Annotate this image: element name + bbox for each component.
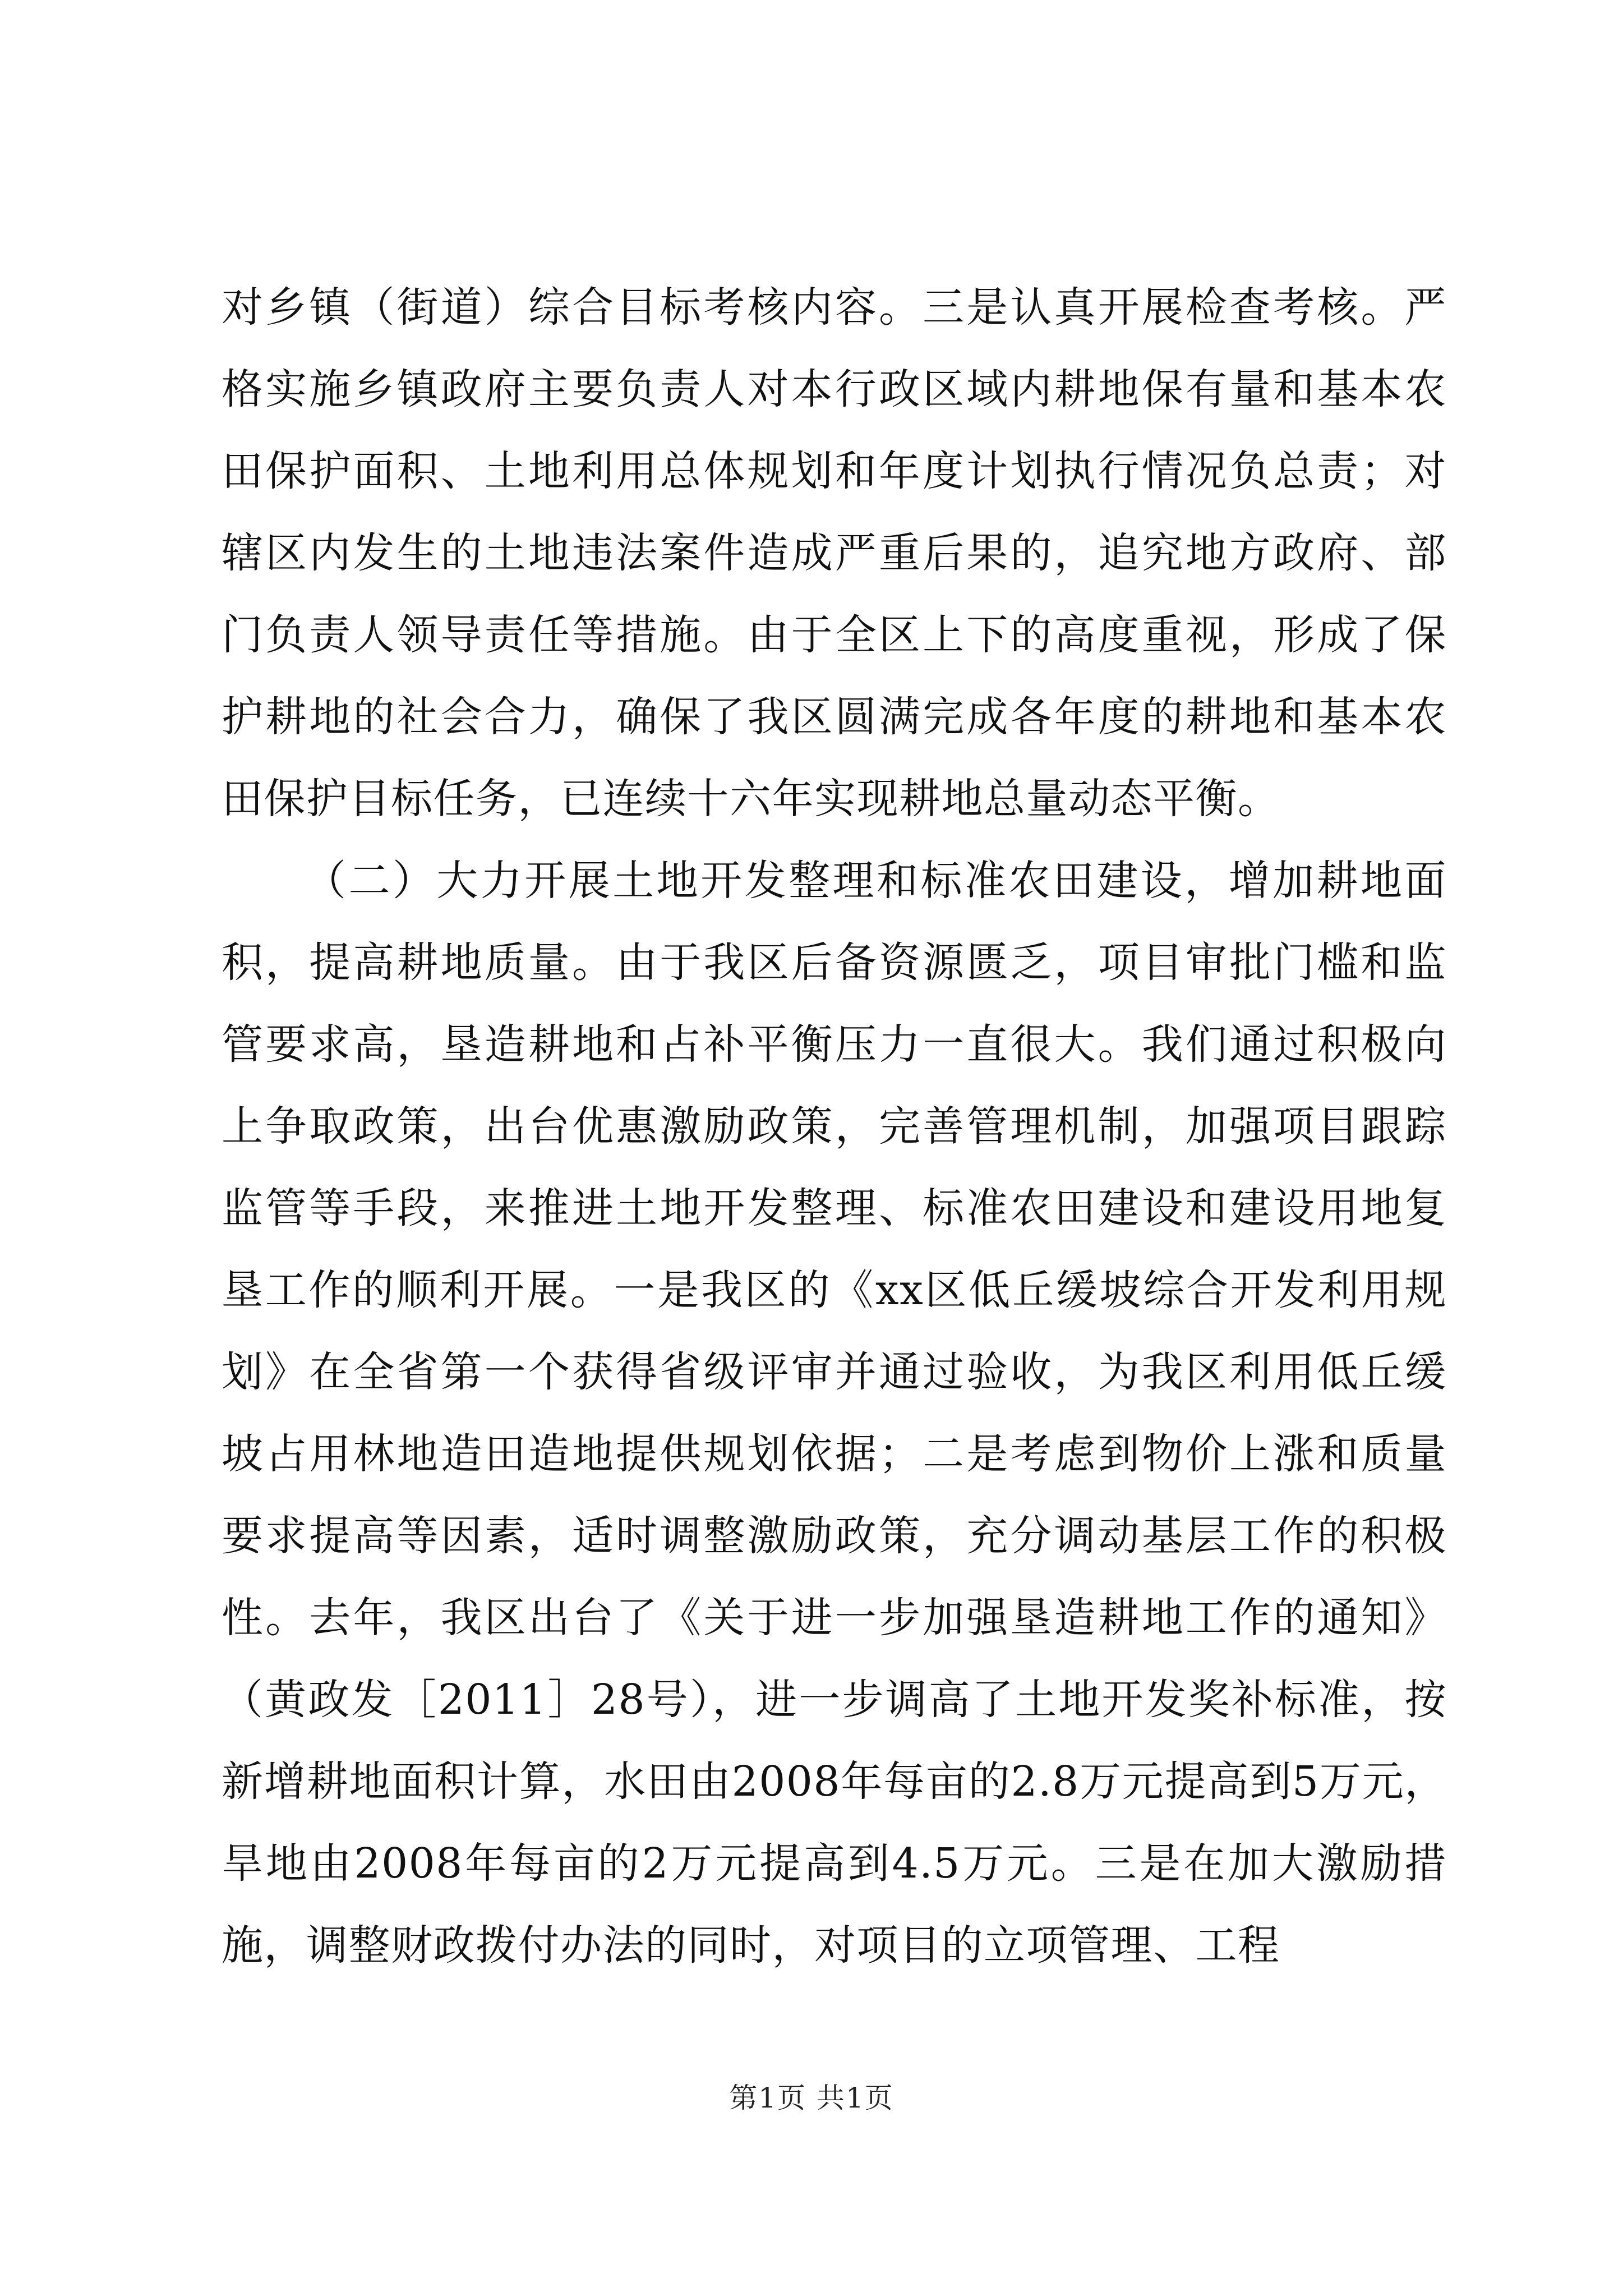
document-body <box>222 266 1447 1986</box>
paragraph-2: （二）大力开展土地开发整理和标准农田建设，增加耕地面积，提高耕地质量。由于我区后备资源匮乏，项目审批门槛和监管要求高，垦造耕地和占补平衡压力一直很大。我们通过积极向上争取政策，出台优惠激励政策，完善管理机制，加强项目跟踪监管等手段，来推进土地开发整理、标准农田建设和建设用地复垦工作的顺利开展。一是我区的《xx区低丘缓坡综合开发利用规划》在全省第一个获得省级评审并通过验收，为我区利用低丘缓坡占用林地造田造地提供规划依据；二是考虑到物价上涨和质量要求提高等因素，适时调整激励政策，充分调动基层工作的积极性。去年，我区出台了《关于进一步加强垦造耕地工作的通知》（黄政发［2011］28号），进一步调高了土地开发奖补标准，按新增耕地面积计算，水田由2008年每亩的2.8万元提高到5万元，旱地由2008年每亩的2万元提高到4.5万元。三是在加大激励措施，调整财政拨付办法的同时，对项目的立项管理、工程 <box>222 857 1447 1970</box>
page-footer: 第1页 共1页 <box>729 2082 894 2114</box>
paragraph-1: 对乡镇（街道）综合目标考核内容。三是认真开展检查考核。严格实施乡镇政府主要负责人对本行政区域内耕地保有量和基本农田保护面积、土地利用总体规划和年度计划执行情况负总责；对辖区内发生的土地违法案件造成严重后果的，追究地方政府、部门负责人领导责任等措施。由于全区上下的高度重视，形成了保护耕地的社会合力，确保了我区圆满完成各年度的耕地和基本农田保护目标任务，已连续十六年实现耕地总量动态平衡。 <box>222 283 1447 823</box>
